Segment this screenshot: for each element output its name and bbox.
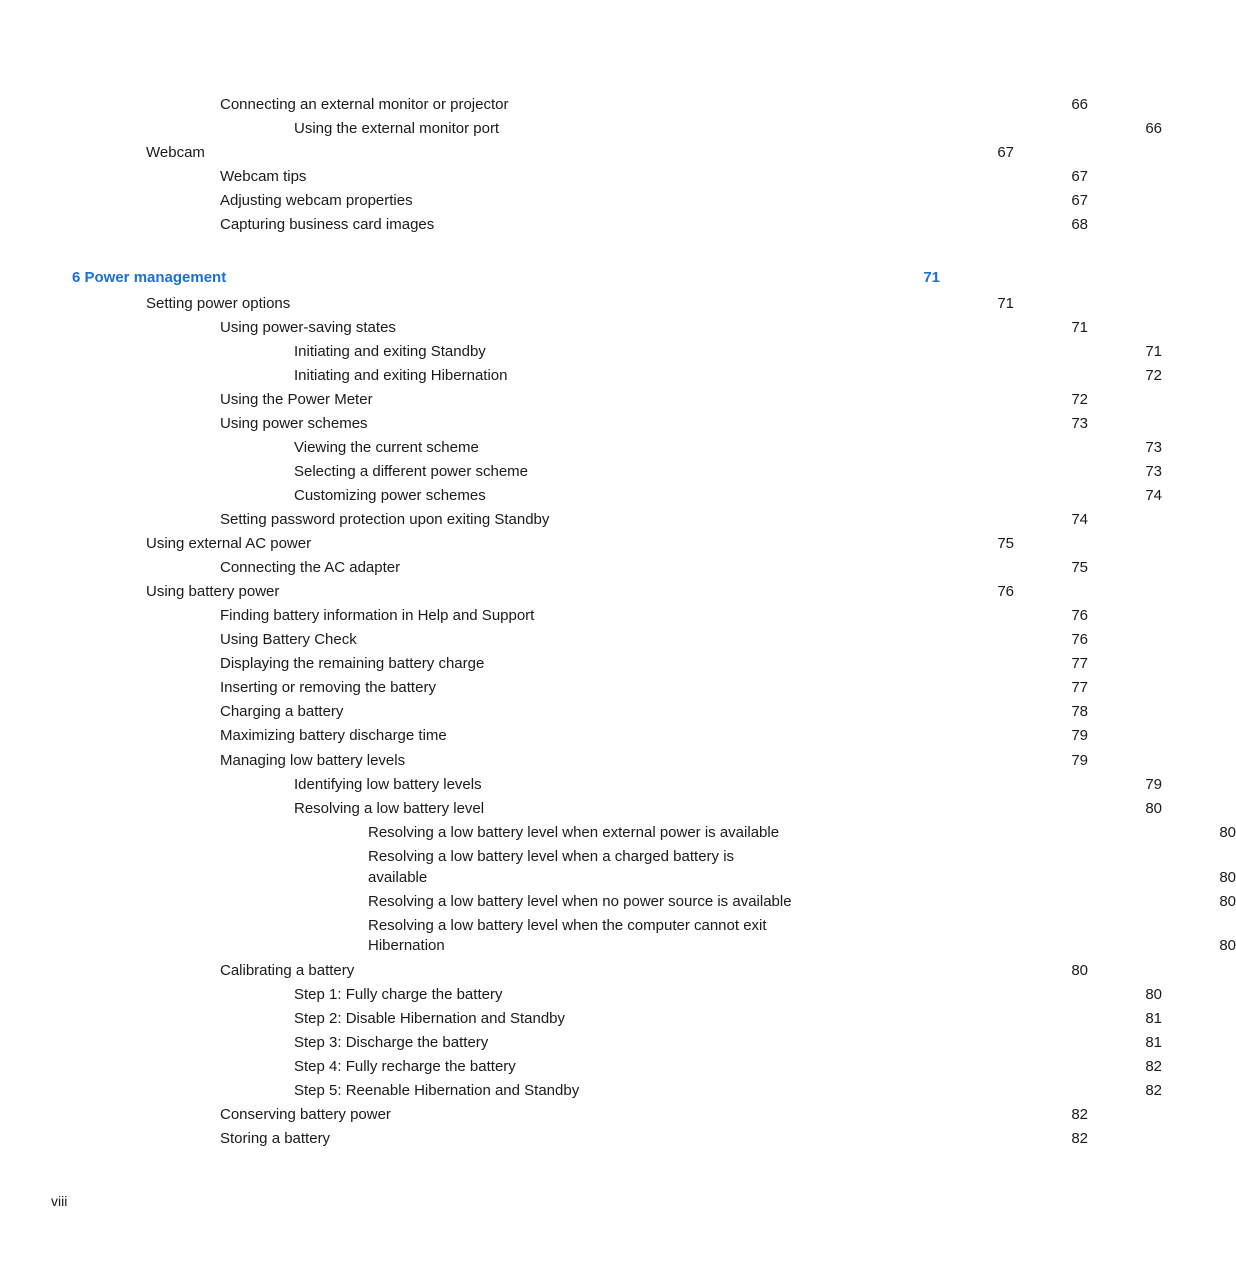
toc-entry[interactable] <box>0 510 1088 530</box>
toc-entry-page: 67 <box>1071 192 1088 209</box>
toc-entry-title: Initiating and exiting Standby <box>294 343 486 360</box>
toc-entry[interactable] <box>0 799 1162 819</box>
toc-entry-title: Calibrating a battery <box>220 962 355 979</box>
toc-entry-title: Charging a battery <box>220 703 344 720</box>
toc-entry[interactable] <box>0 868 1236 888</box>
toc-entry[interactable] <box>0 215 1088 235</box>
toc-entry-page: 78 <box>1071 703 1088 720</box>
toc-entry-title: 6 Power management <box>72 269 227 286</box>
toc-entry-page: 71 <box>1145 343 1162 360</box>
toc-entry-page: 80 <box>1145 800 1162 817</box>
toc-entry-title: Connecting an external monitor or projector <box>220 96 509 113</box>
toc-entry[interactable] <box>0 294 1014 314</box>
toc-entry-title: Displaying the remaining battery charge <box>220 655 485 672</box>
toc-entry[interactable] <box>0 143 1014 163</box>
toc-entry[interactable] <box>0 1081 1162 1101</box>
toc-entry[interactable] <box>0 892 1236 912</box>
toc-entry[interactable] <box>0 438 1162 458</box>
toc-entry-title: Webcam <box>146 144 205 161</box>
toc-entry-page: 79 <box>1145 776 1162 793</box>
toc-entry-page: 73 <box>1071 415 1088 432</box>
toc-entry-title: Using power schemes <box>220 415 368 432</box>
toc-entry-title: Step 1: Fully charge the battery <box>294 986 503 1003</box>
toc-entry[interactable] <box>0 654 1088 674</box>
toc-entry-title: Using the Power Meter <box>220 391 373 408</box>
toc-entry[interactable] <box>0 318 1088 338</box>
toc-entry[interactable] <box>0 1033 1162 1053</box>
toc-entry[interactable] <box>0 534 1014 554</box>
toc-entry-page: 80 <box>1071 962 1088 979</box>
toc-entry-page: 71 <box>923 269 940 286</box>
toc-entry-page: 76 <box>1071 631 1088 648</box>
toc-entry-page: 76 <box>997 583 1014 600</box>
toc-entry[interactable] <box>0 1009 1162 1029</box>
toc-entry-title: Hibernation <box>368 937 445 954</box>
toc-entry-page: 75 <box>997 535 1014 552</box>
toc-entry-title: Using the external monitor port <box>294 120 500 137</box>
toc-entry-title: Resolving a low battery level when external power is available <box>368 824 780 841</box>
toc-entry-page: 80 <box>1219 893 1236 910</box>
toc-entry[interactable] <box>0 558 1088 578</box>
toc-entry[interactable] <box>0 961 1088 981</box>
toc-entry-page: 66 <box>1071 96 1088 113</box>
toc-entry[interactable] <box>0 390 1088 410</box>
toc-entry-page: 79 <box>1071 752 1088 769</box>
toc-entry-title: Initiating and exiting Hibernation <box>294 367 508 384</box>
toc-entry-title: Finding battery information in Help and Support <box>220 607 535 624</box>
toc-entry-title: Using battery power <box>146 583 280 600</box>
toc-entry-page: 81 <box>1145 1010 1162 1027</box>
toc-entry[interactable] <box>0 414 1088 434</box>
toc-entry-page: 80 <box>1219 869 1236 886</box>
toc-entry-title: Webcam tips <box>220 168 307 185</box>
toc-entry[interactable] <box>0 486 1162 506</box>
toc-entry-page: 71 <box>997 295 1014 312</box>
toc-entry[interactable] <box>0 775 1162 795</box>
toc-entry[interactable] <box>0 985 1162 1005</box>
toc-entry[interactable] <box>0 1105 1088 1125</box>
toc-entry-page: 81 <box>1145 1034 1162 1051</box>
toc-entry-page: 72 <box>1145 367 1162 384</box>
toc-entry-title: Viewing the current scheme <box>294 439 479 456</box>
toc-entry-page: 73 <box>1145 463 1162 480</box>
toc-entry[interactable] <box>0 751 1088 771</box>
toc-entry-title: Inserting or removing the battery <box>220 679 436 696</box>
toc-entry[interactable] <box>0 630 1088 650</box>
toc-entry[interactable] <box>0 119 1162 139</box>
toc-entry-title: Resolving a low battery level when no power source is available <box>368 893 792 910</box>
toc-entry-page: 82 <box>1145 1082 1162 1099</box>
toc-entry[interactable] <box>0 936 1236 956</box>
toc-entry-title-line1: Resolving a low battery level when the computer cannot exit <box>368 917 767 934</box>
toc-entry-page: 77 <box>1071 679 1088 696</box>
toc-entry-page: 77 <box>1071 655 1088 672</box>
toc-entry-title: Conserving battery power <box>220 1106 391 1123</box>
toc-entry-title: available <box>368 869 428 886</box>
toc-entry[interactable] <box>0 702 1088 722</box>
toc-entry-title: Using power-saving states <box>220 319 396 336</box>
toc-entry-page: 68 <box>1071 216 1088 233</box>
toc-entry-page: 66 <box>1145 120 1162 137</box>
toc-entry-page: 82 <box>1071 1130 1088 1147</box>
toc-entry-page: 79 <box>1071 727 1088 744</box>
toc-entry-title: Using Battery Check <box>220 631 357 648</box>
toc-entry-page: 67 <box>1071 168 1088 185</box>
toc-entry[interactable] <box>0 606 1088 626</box>
toc-entry-title: Connecting the AC adapter <box>220 559 401 576</box>
toc-entry[interactable] <box>0 191 1088 211</box>
toc-entry-title: Resolving a low battery level <box>294 800 485 817</box>
toc-entry-page: 82 <box>1145 1058 1162 1075</box>
toc-entry-title: Step 2: Disable Hibernation and Standby <box>294 1010 566 1027</box>
toc-chapter-entry[interactable] <box>0 268 940 288</box>
toc-entry-page: 75 <box>1071 559 1088 576</box>
toc-entry-page: 72 <box>1071 391 1088 408</box>
toc-entry[interactable] <box>0 726 1088 746</box>
toc-entry-title: Step 4: Fully recharge the battery <box>294 1058 516 1075</box>
toc-entry-page: 80 <box>1145 986 1162 1003</box>
toc-entry-page: 82 <box>1071 1106 1088 1123</box>
toc-entry[interactable] <box>0 342 1162 362</box>
toc-entry[interactable] <box>0 462 1162 482</box>
toc-entry[interactable] <box>0 823 1236 843</box>
toc-entry-page: 73 <box>1145 439 1162 456</box>
toc-entry-title: Adjusting webcam properties <box>220 192 413 209</box>
toc-entry-page: 80 <box>1219 937 1236 954</box>
toc-entry-page: 80 <box>1219 824 1236 841</box>
toc-entry-page: 74 <box>1145 487 1162 504</box>
toc-entry-page: 76 <box>1071 607 1088 624</box>
toc-entry[interactable] <box>0 1129 1088 1149</box>
toc-entry-title: Capturing business card images <box>220 216 435 233</box>
toc-entry-title: Step 3: Discharge the battery <box>294 1034 489 1051</box>
toc-entry-title: Using external AC power <box>146 535 312 552</box>
toc-entry-title: Maximizing battery discharge time <box>220 727 447 744</box>
toc-entry[interactable] <box>0 366 1162 386</box>
toc-entry-title-line1: Resolving a low battery level when a charged battery is <box>368 848 735 865</box>
toc-entry-title: Selecting a different power scheme <box>294 463 529 480</box>
toc-entry-page: 71 <box>1071 319 1088 336</box>
toc-entry[interactable] <box>0 582 1014 602</box>
toc-entry[interactable] <box>0 1057 1162 1077</box>
toc-entry-title: Identifying low battery levels <box>294 776 482 793</box>
toc-entry-page: 67 <box>997 144 1014 161</box>
toc-entry-title: Storing a battery <box>220 1130 331 1147</box>
toc-entry-title: Step 5: Reenable Hibernation and Standby <box>294 1082 580 1099</box>
toc-entry-title: Managing low battery levels <box>220 752 406 769</box>
toc-entry-title: Setting power options <box>146 295 291 312</box>
toc-entry[interactable] <box>0 678 1088 698</box>
toc-entry[interactable] <box>0 167 1088 187</box>
toc-entry-title: Setting password protection upon exiting Standby <box>220 511 550 528</box>
toc-entry[interactable] <box>0 95 1088 115</box>
toc-entry-page: 74 <box>1071 511 1088 528</box>
toc-entry-title: Customizing power schemes <box>294 487 486 504</box>
page-number: viii <box>51 1193 68 1209</box>
